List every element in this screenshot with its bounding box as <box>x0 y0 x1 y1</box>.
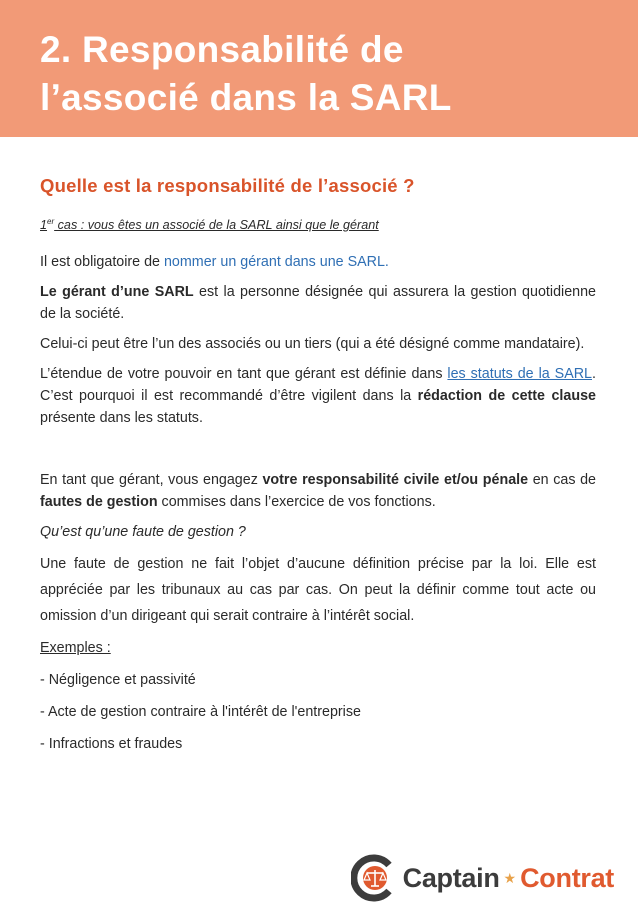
link-nommer-gerant[interactable]: nommer un gérant dans une SARL. <box>163 254 389 270</box>
paragraph-5 <box>40 469 596 513</box>
p5-bold-2: fautes de gestion <box>40 494 158 510</box>
page-title <box>40 26 620 122</box>
link-statuts-sarl[interactable]: les statuts de la SARL <box>447 366 593 382</box>
p2-bold: Le gérant d’une SARL <box>40 284 194 300</box>
captain-contrat-logo <box>351 853 614 903</box>
list-item: - Acte de gestion contraire à l'intérêt de l'entreprise <box>40 704 361 720</box>
page-title-line-1: 2. Responsabilité de <box>40 29 404 70</box>
p5-text-pre: En tant que gérant, vous engagez <box>40 472 263 488</box>
p5-text-mid: en cas de <box>528 472 596 488</box>
paragraph-2 <box>40 281 596 325</box>
case-heading <box>40 216 596 234</box>
spacer <box>40 437 596 469</box>
p5-text-end: commises dans l’exercice de vos fonctions. <box>157 494 436 510</box>
logo-word-captain: Captain <box>402 862 500 893</box>
p4-text-end: présente dans les statuts. <box>40 410 203 426</box>
p5-bold-1: votre responsabilité civile et/ou pénale <box>262 472 529 488</box>
case-superscript: er <box>47 216 55 226</box>
p2-text: est la personne désignée qui assurera la gestion quotidienne de la société. <box>40 284 596 322</box>
paragraph-7: Une faute de gestion ne fait l’objet d’aucune définition précise par la loi. Elle est appréciée par les tribunaux au cas par cas. On peut la définir comme tout acte ou omission d’un dirigeant qui serait contraire à l’intérêt social. <box>40 556 596 624</box>
p1-text: Il est obligatoire de <box>40 254 164 270</box>
case-text: cas : vous êtes un associé de la SARL ainsi que le gérant <box>54 218 379 232</box>
examples-label: Exemples : <box>40 640 111 656</box>
paragraph-1 <box>40 251 596 273</box>
list-item: - Infractions et fraudes <box>40 736 183 752</box>
document-body <box>40 173 596 765</box>
page-title-line-2: l’associé dans la SARL <box>40 77 452 118</box>
p4-text-mid: . C’est pourquoi il est recommandé d’être vigilent dans la <box>40 366 596 404</box>
faute-question: Qu’est qu’une faute de gestion ? <box>40 524 246 540</box>
paragraph-4 <box>40 363 596 429</box>
case-number: 1 <box>40 218 48 232</box>
logo-word-contrat: Contrat <box>520 862 614 893</box>
p4-bold: rédaction de cette clause <box>417 388 596 404</box>
section-question: Quelle est la responsabilité de l’associé ? <box>40 175 415 196</box>
scales-of-justice-icon <box>351 853 397 903</box>
title-banner <box>0 0 638 137</box>
p4-text-pre: L’étendue de votre pouvoir en tant que gérant est définie dans <box>40 366 448 382</box>
star-icon: ★ <box>503 869 517 886</box>
list-item: - Négligence et passivité <box>40 672 196 688</box>
paragraph-3: Celui-ci peut être l’un des associés ou un tiers (qui a été désigné comme mandataire). <box>40 336 585 352</box>
